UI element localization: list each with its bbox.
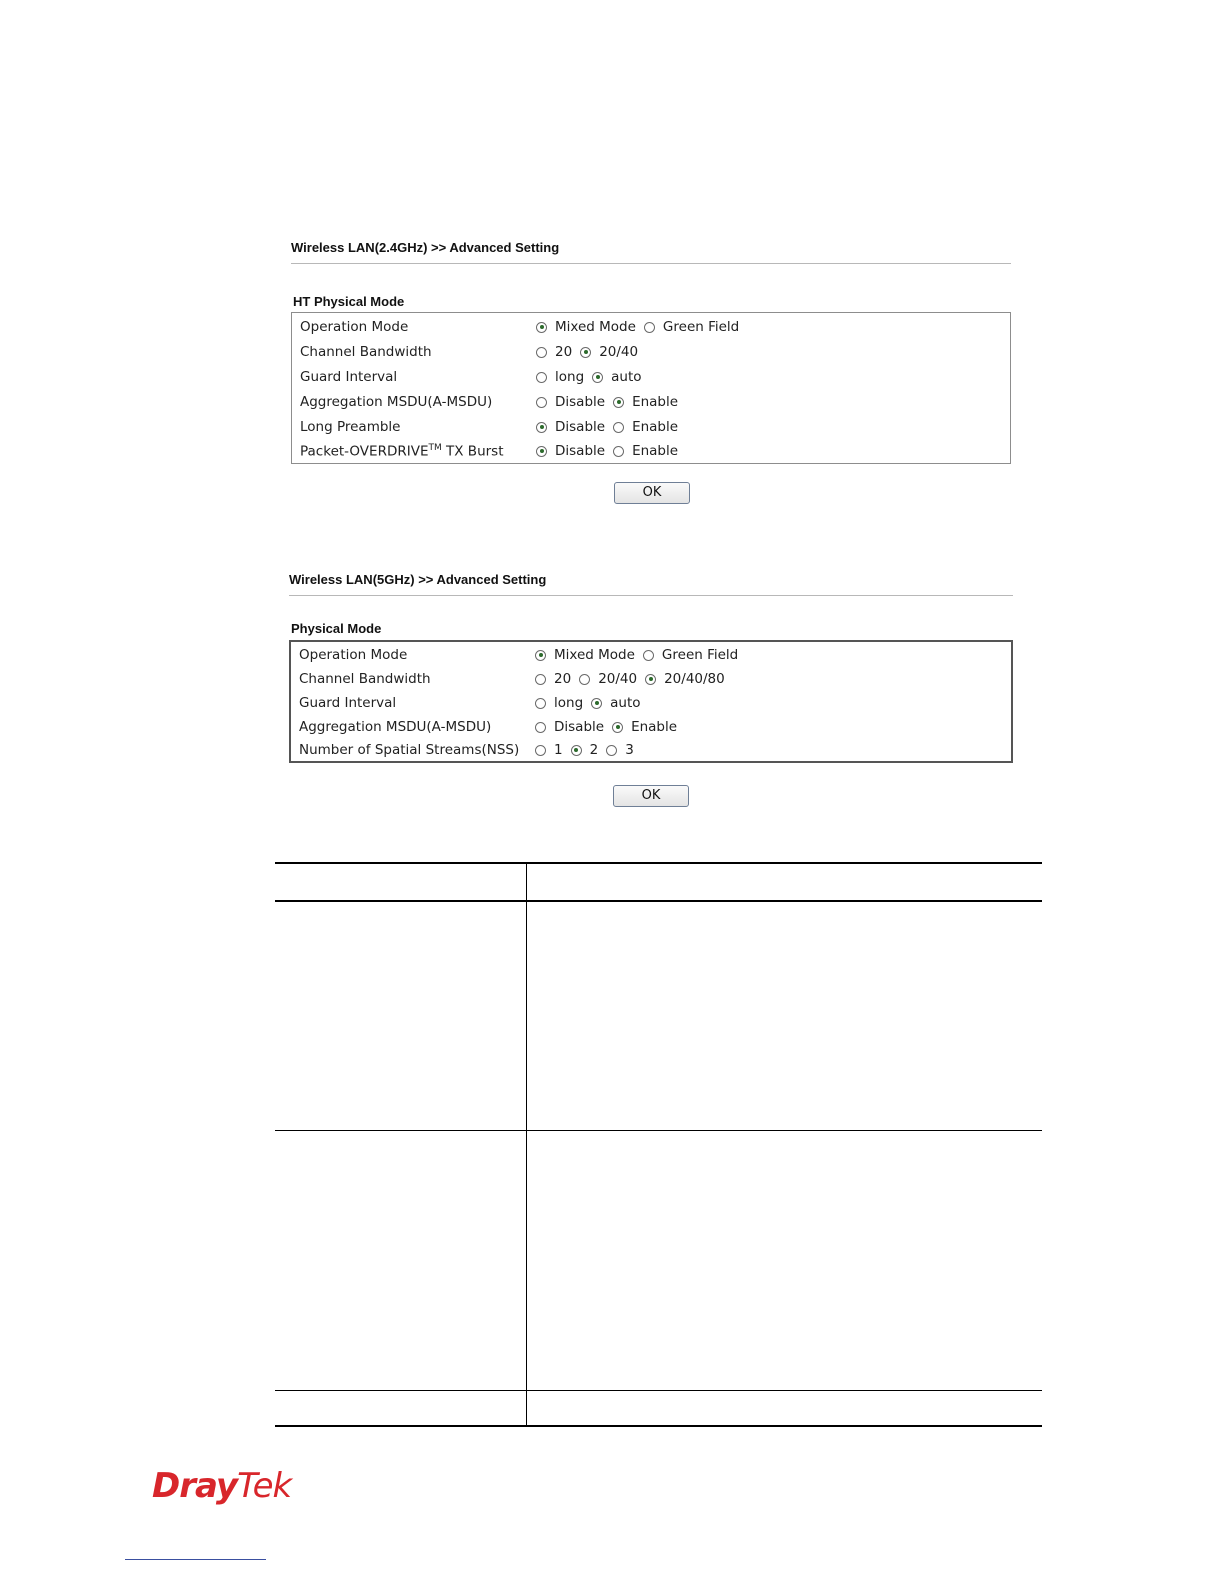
radio-bw-20[interactable] [536, 347, 547, 358]
option-label: Enable [631, 719, 678, 735]
radio-amsdu-disable[interactable] [536, 397, 547, 408]
row-nss [291, 739, 1011, 763]
radio-nss-1[interactable] [535, 745, 546, 756]
row-label: Guard Interval [300, 369, 398, 385]
option-label: Enable [632, 419, 679, 435]
radio-amsdu-enable[interactable] [613, 397, 624, 408]
row-label: Channel Bandwidth [299, 671, 431, 687]
radio-gi-auto[interactable] [591, 698, 602, 709]
section-title-wlan24: Wireless LAN(2.4GHz) >> Advanced Setting [291, 240, 560, 255]
option-label: Enable [632, 443, 679, 459]
radio-green-field[interactable] [644, 322, 655, 333]
row-guard-interval [292, 366, 1010, 390]
radio-gi-long[interactable] [536, 372, 547, 383]
table-bottom-rule [275, 1425, 1042, 1427]
option-label: 3 [625, 742, 634, 758]
label-text: Packet-OVERDRIVE [300, 443, 429, 460]
panel-label-ht-physical-mode: HT Physical Mode [293, 294, 405, 309]
ok-button-wlan5[interactable]: OK [613, 785, 689, 807]
option-label: 1 [554, 742, 563, 758]
option-label: auto [611, 369, 642, 385]
radio-bw-20-40-80[interactable] [645, 674, 656, 685]
option-label: 20/40/80 [664, 671, 725, 687]
draytek-logo [152, 1466, 291, 1506]
radio-bw-20-40[interactable] [580, 347, 591, 358]
row-label: Aggregation MSDU(A-MSDU) [299, 719, 492, 735]
option-label: long [554, 695, 584, 711]
option-label: long [555, 369, 585, 385]
section-divider [291, 263, 1011, 264]
logo-part: Tek [237, 1466, 292, 1506]
row-label: Guard Interval [299, 695, 397, 711]
option-label: Enable [632, 394, 679, 410]
option-label: 20/40 [598, 671, 638, 687]
table-row-divider [275, 1390, 1042, 1391]
radio-gi-long[interactable] [535, 698, 546, 709]
row-long-preamble [292, 416, 1010, 440]
row-channel-bandwidth [292, 341, 1010, 365]
row-aggregation-msdu [292, 391, 1010, 415]
radio-mixed-mode[interactable] [535, 650, 546, 661]
trademark-sup: TM [428, 443, 442, 453]
radio-bw-20[interactable] [535, 674, 546, 685]
footer-rule [125, 1559, 266, 1560]
option-label: Disable [555, 419, 606, 435]
table-row-divider [275, 1130, 1042, 1131]
option-label: 20 [554, 671, 572, 687]
ht-physical-mode-panel [291, 312, 1011, 464]
option-label: 20/40 [599, 344, 639, 360]
radio-overdrive-enable[interactable] [613, 446, 624, 457]
section-divider [289, 595, 1013, 596]
radio-preamble-disable[interactable] [536, 422, 547, 433]
label-text: TX Burst [441, 443, 504, 460]
logo-part: Dray [152, 1466, 238, 1506]
radio-bw-20-40[interactable] [579, 674, 590, 685]
option-label: Disable [554, 719, 605, 735]
option-label: Disable [555, 394, 606, 410]
row-guard-interval [291, 692, 1011, 716]
row-label [300, 443, 504, 460]
option-label: auto [610, 695, 641, 711]
row-packet-overdrive [292, 440, 1010, 464]
panel-label-physical-mode: Physical Mode [291, 621, 382, 636]
row-operation-mode [292, 316, 1010, 340]
radio-overdrive-disable[interactable] [536, 446, 547, 457]
table-column-divider [526, 862, 527, 1427]
radio-nss-3[interactable] [606, 745, 617, 756]
option-label: Green Field [661, 647, 739, 663]
radio-mixed-mode[interactable] [536, 322, 547, 333]
ok-button-wlan24[interactable]: OK [614, 482, 690, 504]
option-label: Mixed Mode [554, 647, 635, 663]
option-label: 2 [589, 742, 599, 758]
radio-preamble-enable[interactable] [613, 422, 624, 433]
row-label: Operation Mode [300, 319, 409, 335]
row-label: Channel Bandwidth [300, 344, 432, 360]
option-label: Disable [555, 443, 606, 459]
radio-amsdu-enable[interactable] [612, 722, 623, 733]
table-header-rule [275, 900, 1042, 902]
option-label: Mixed Mode [555, 319, 636, 335]
physical-mode-panel [289, 640, 1013, 763]
option-label: 20 [555, 344, 573, 360]
row-label: Long Preamble [300, 419, 401, 435]
row-label: Number of Spatial Streams(NSS) [299, 742, 520, 758]
radio-gi-auto[interactable] [592, 372, 603, 383]
row-label: Operation Mode [299, 647, 408, 663]
row-aggregation-msdu [291, 716, 1011, 740]
section-title-wlan5: Wireless LAN(5GHz) >> Advanced Setting [289, 572, 547, 587]
row-operation-mode [291, 644, 1011, 668]
row-channel-bandwidth [291, 668, 1011, 692]
radio-nss-2[interactable] [571, 745, 582, 756]
table-top-rule [275, 862, 1042, 864]
row-label: Aggregation MSDU(A-MSDU) [300, 394, 493, 410]
radio-amsdu-disable[interactable] [535, 722, 546, 733]
radio-green-field[interactable] [643, 650, 654, 661]
option-label: Green Field [662, 319, 740, 335]
